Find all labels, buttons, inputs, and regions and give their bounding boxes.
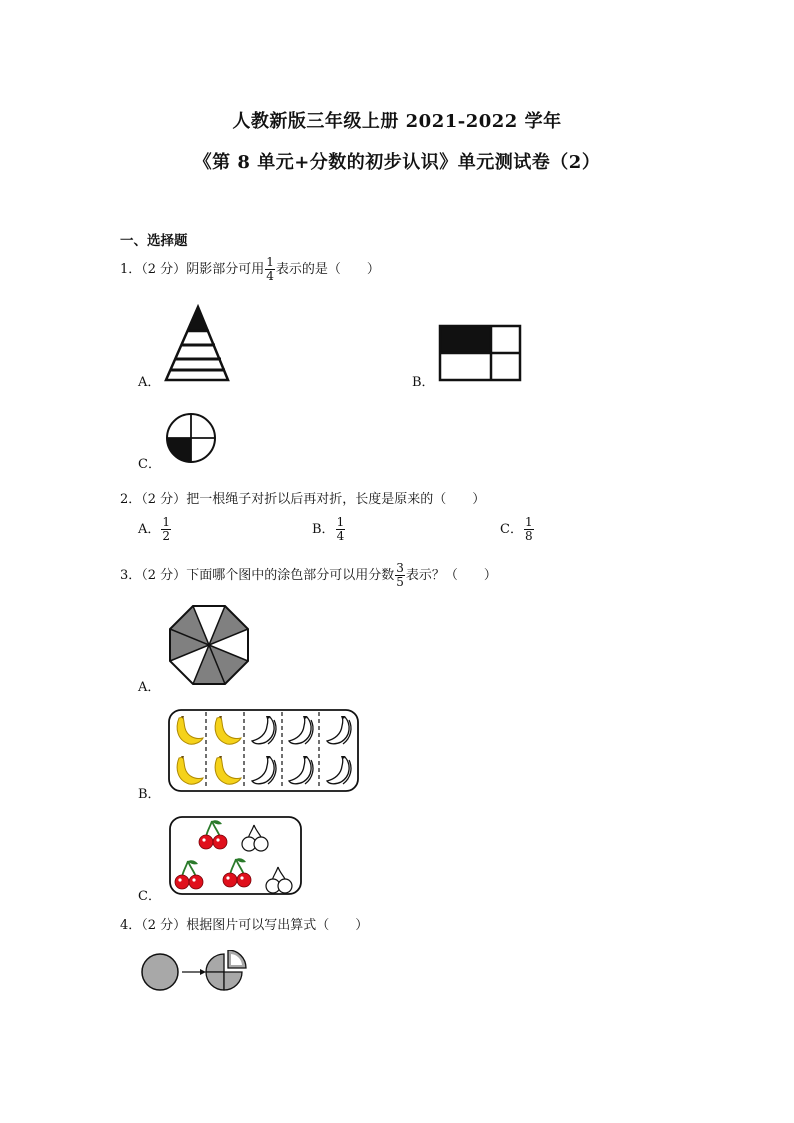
q2-option-b [312,516,346,543]
fraction [161,516,171,543]
fraction-numerator: 1 [266,255,274,269]
fraction-numerator: 1 [524,515,533,529]
fraction [524,516,534,543]
fraction-denominator: 4 [266,269,274,283]
circle-to-quarters-figure [138,950,252,996]
option-label-b: B． [412,375,435,390]
question-text-end: 表示的是（ ） [275,262,380,277]
octagon-shaded-figure [165,600,253,690]
question-number: 1． [120,262,142,277]
option-label-a: A． [138,375,161,390]
fraction-numerator: 3 [396,561,404,575]
striped-triangle-figure [160,304,232,384]
question-score: （2 分） [141,568,187,583]
question-text: 下面哪个图中的涂色部分可以用分数 [186,568,395,583]
option-label: A． [138,522,161,537]
document-title-line2: 《第 8 单元+分数的初步认识》单元测试卷（2） [193,152,601,173]
fraction-numerator: 1 [162,515,171,529]
question-score: （2 分） [141,492,187,507]
fraction-denominator: 5 [396,575,404,589]
question-number: 4． [120,918,142,933]
cherries-box-figure [168,815,304,897]
option-label-c: C． [138,457,161,472]
fraction-denominator: 8 [524,529,533,543]
question-score: （2 分） [141,262,187,277]
question-number: 2． [120,492,142,507]
rectangle-grid-figure [438,324,522,382]
option-label-c: C． [138,889,161,904]
fraction [336,516,346,543]
option-label-a: A． [138,680,161,695]
document-title-line1: 人教新版三年级上册 2021-2022 学年 [232,111,562,132]
fraction [265,256,275,283]
q2-option-c [500,516,535,543]
quartered-circle-figure [163,410,219,466]
option-label-b: B． [138,787,161,802]
fraction-denominator: 2 [162,529,171,543]
question-text: 根据图片可以写出算式（ ） [186,918,369,933]
fraction [395,562,405,589]
option-label: C． [500,522,523,537]
q2-option-a [138,516,172,543]
fraction-denominator: 4 [336,529,345,543]
question-text: 阴影部分可用 [186,262,265,277]
option-label: B． [312,522,335,537]
question-text: 把一根绳子对折以后再对折，长度是原来的（ ） [186,492,486,507]
bananas-box-figure [167,708,361,794]
question-2 [120,488,485,507]
question-4 [120,914,368,933]
question-text-end: 表示？（ ） [405,568,497,583]
question-number: 3． [120,568,142,583]
question-3 [120,562,497,589]
fraction-numerator: 1 [336,515,345,529]
question-1 [120,256,380,283]
question-score: （2 分） [141,918,187,933]
section-heading: 一、选择题 [120,233,188,249]
